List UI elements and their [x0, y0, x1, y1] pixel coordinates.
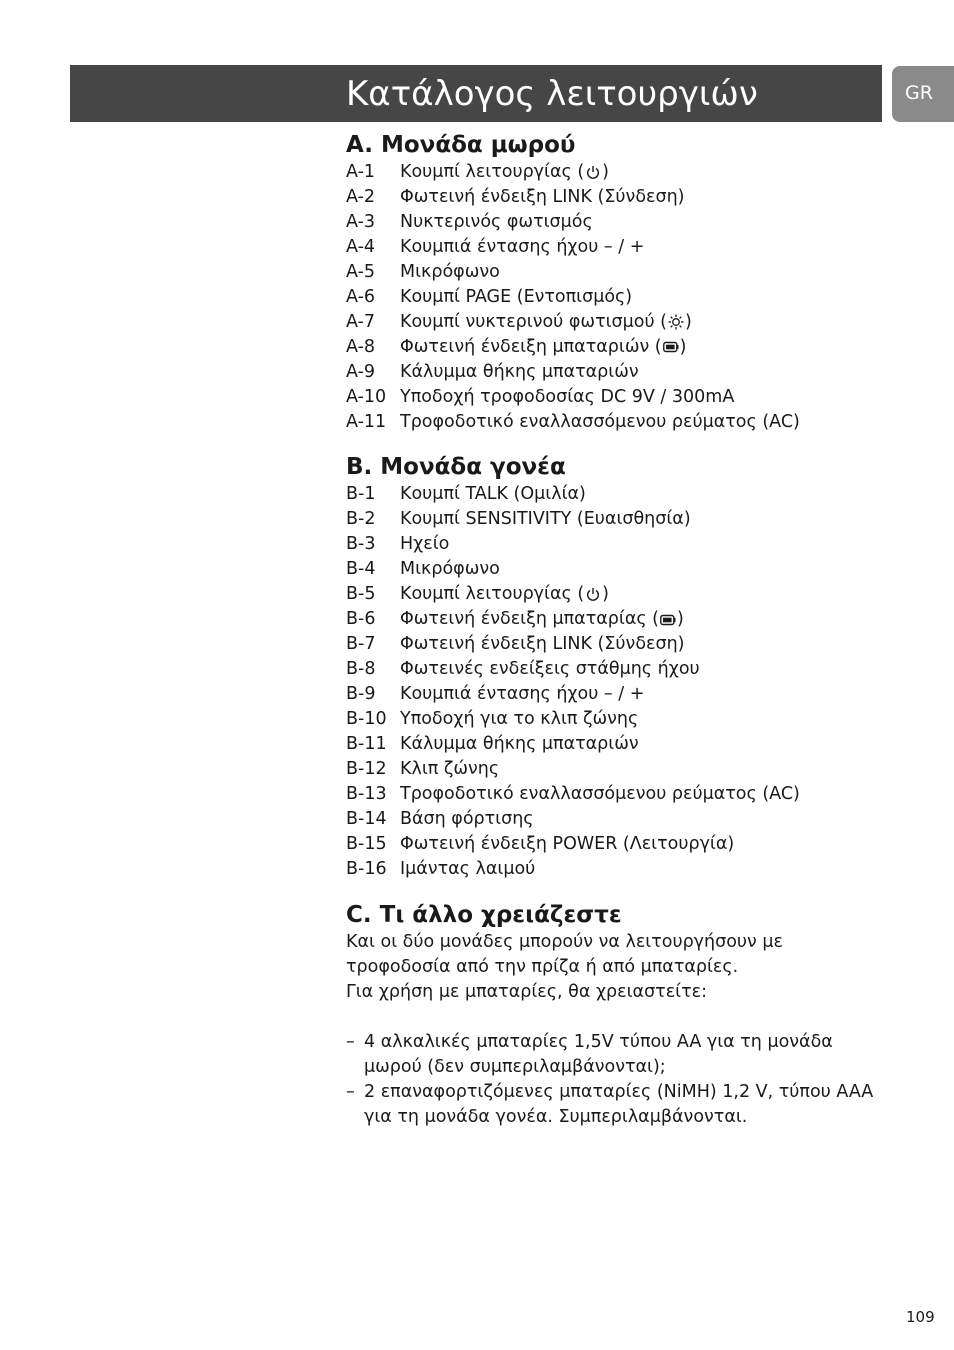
list-item [346, 310, 906, 335]
item-label-text: Κουμπί SENSITIVITY (Ευαισθησία) [400, 509, 691, 530]
item-label [400, 657, 700, 682]
item-label-text: ) [602, 162, 609, 182]
page-title: Κατάλογος λειτουργιών [346, 74, 758, 114]
item-label [400, 482, 586, 507]
item-code: B-7 [346, 634, 376, 655]
list-item [346, 782, 906, 807]
paragraph-line: τροφοδοσία από την πρίζα ή από μπαταρίες. [346, 956, 739, 977]
item-code: A-3 [346, 211, 376, 232]
item-label [400, 532, 449, 557]
item-code: B-15 [346, 833, 387, 854]
item-label [400, 210, 593, 235]
item-label-text: ) [677, 609, 684, 630]
item-code: B-10 [346, 709, 387, 730]
item-label [400, 582, 609, 607]
power-icon [585, 164, 601, 180]
item-label [400, 832, 734, 857]
list-item [346, 632, 906, 657]
bullet-line: 2 επαναφορτιζόμενες μπαταρίες (NiMH) 1,2 V, τύπου AAA [364, 1081, 874, 1102]
item-label [400, 335, 686, 360]
item-code: A-5 [346, 261, 376, 282]
item-label [400, 682, 644, 707]
language-tab: GR [892, 66, 954, 122]
item-label [400, 557, 500, 582]
item-label-text: Υποδοχή τροφοδοσίας DC 9V / 300mA [400, 386, 735, 407]
bullet-line: για τη μονάδα γονέα. Συμπεριλαμβάνονται. [364, 1106, 748, 1127]
item-label [400, 260, 500, 285]
list-item [346, 185, 906, 210]
list-item [346, 260, 906, 285]
item-label [400, 160, 609, 185]
section-c-title: C. Τι άλλο χρειάζεστε [346, 901, 622, 928]
item-label-text: Φωτεινή ένδειξη POWER (Λειτουργία) [400, 833, 735, 854]
item-code: B-13 [346, 783, 387, 804]
list-item [346, 335, 906, 360]
item-label [400, 807, 534, 832]
list-item [346, 410, 906, 435]
item-code: B-16 [346, 858, 387, 879]
item-code: B-1 [346, 484, 376, 505]
item-code: A-11 [346, 411, 387, 432]
item-label-text: Κουμπιά έντασης ήχου – / + [400, 236, 645, 257]
item-label-text: Κουμπί λειτουργίας ( [400, 584, 585, 605]
item-label [400, 385, 734, 410]
list-item [346, 532, 906, 557]
item-label-text: Τροφοδοτικό εναλλασσόμενου ρεύματος (AC) [400, 411, 800, 432]
item-label-text: Κάλυμμα θήκης μπαταριών [400, 361, 639, 382]
item-label-text: Ηχείο [400, 534, 450, 555]
item-code: A-6 [346, 286, 376, 307]
list-item [346, 582, 906, 607]
item-label-text: Κουμπί PAGE (Εντοπισμός) [400, 286, 633, 307]
list-item [346, 482, 906, 507]
list-item [346, 707, 906, 732]
item-label-text: Νυκτερινός φωτισμός [400, 211, 593, 232]
item-label-text: Μικρόφωνο [400, 261, 500, 282]
item-code: A-10 [346, 386, 387, 407]
paragraph-line: Και οι δύο μονάδες μπορούν να λειτουργήσουν με [346, 931, 783, 952]
list-item [346, 210, 906, 235]
item-label [400, 632, 685, 657]
list-item [346, 385, 906, 410]
item-label [400, 782, 800, 807]
item-label-text: Φωτεινή ένδειξη μπαταριών ( [400, 336, 662, 357]
list-item [346, 832, 906, 857]
item-code: A-8 [346, 336, 376, 357]
requirements-list [346, 1030, 906, 1130]
item-label-text: Βάση φόρτισης [400, 808, 534, 829]
item-label [400, 310, 692, 335]
list-item [346, 235, 906, 260]
item-label [400, 185, 685, 210]
item-code: A-7 [346, 311, 376, 332]
item-label-text: Κουμπί λειτουργίας ( [400, 162, 585, 182]
item-label-text: Υποδοχή για το κλιπ ζώνης [400, 709, 639, 730]
item-code: A-4 [346, 236, 376, 257]
bullet-line: 4 αλκαλικές μπαταρίες 1,5V τύπου AA για τη μονάδα [364, 1031, 833, 1052]
paragraph-line: Για χρήση με μπαταρίες, θα χρειαστείτε: [346, 981, 707, 1002]
battery-icon [663, 339, 679, 355]
list-item [346, 1030, 906, 1080]
item-label-text: Φωτεινή ένδειξη μπαταρίας ( [400, 609, 660, 630]
item-code: B-12 [346, 758, 387, 779]
item-code: B-8 [346, 659, 376, 680]
item-label-text: Κλιπ ζώνης [400, 758, 500, 779]
list-item [346, 857, 906, 882]
item-label-text: Τροφοδοτικό εναλλασσόμενου ρεύματος (AC) [400, 783, 800, 804]
list-item [346, 557, 906, 582]
dash-mark: – [346, 1081, 355, 1102]
item-label-text: Φωτεινή ένδειξη LINK (Σύνδεση) [400, 634, 685, 655]
item-label-text: Φωτεινές ενδείξεις στάθμης ήχου [400, 659, 700, 680]
night-light-icon [668, 314, 684, 330]
item-code: A-1 [346, 162, 376, 182]
item-label [400, 285, 632, 310]
item-label-text: ) [602, 584, 609, 605]
bullet-line: μωρού (δεν συμπεριλαμβάνονται); [364, 1056, 666, 1077]
section-b-list [346, 482, 906, 881]
item-label-text: ) [684, 311, 692, 332]
item-label-text: ) [679, 336, 687, 357]
item-code: B-9 [346, 684, 376, 705]
item-label-text: Ιμάντας λαιμού [400, 858, 536, 879]
dash-mark: – [346, 1031, 355, 1052]
section-a-title: A. Μονάδα μωρού [346, 132, 576, 158]
item-code: A-2 [346, 186, 376, 207]
item-label [400, 857, 535, 882]
item-code: B-2 [346, 509, 376, 530]
item-code: B-5 [346, 584, 376, 605]
item-label-text: Μικρόφωνο [400, 559, 500, 580]
section-c-paragraph [346, 930, 906, 1005]
list-item [346, 507, 906, 532]
item-label-text: Κουμπί νυκτερινού φωτισμού ( [400, 311, 667, 332]
list-item [346, 807, 906, 832]
item-code: A-9 [346, 361, 376, 382]
item-code: B-4 [346, 559, 376, 580]
item-label-text: Κουμπιά έντασης ήχου – / + [400, 684, 645, 705]
list-item [346, 657, 906, 682]
item-label [400, 507, 691, 532]
item-label [400, 235, 644, 260]
page-number: 109 [906, 1308, 935, 1326]
list-item [346, 682, 906, 707]
item-code: B-11 [346, 734, 387, 755]
list-item [346, 1080, 906, 1130]
item-label-text: Κάλυμμα θήκης μπαταριών [400, 734, 639, 755]
item-label [400, 360, 639, 385]
battery-icon [660, 612, 676, 628]
item-code: B-6 [346, 609, 376, 630]
section-a-list [346, 160, 906, 434]
list-item [346, 732, 906, 757]
list-item [346, 607, 906, 632]
item-code: B-3 [346, 534, 376, 555]
item-label-text: Φωτεινή ένδειξη LINK (Σύνδεση) [400, 186, 685, 207]
item-label [400, 732, 639, 757]
list-item [346, 285, 906, 310]
item-label [400, 410, 800, 435]
list-item [346, 757, 906, 782]
item-label [400, 707, 638, 732]
power-icon [585, 587, 601, 603]
item-code: B-14 [346, 808, 387, 829]
list-item [346, 160, 906, 185]
content [346, 130, 906, 1130]
item-label-text: Κουμπί TALK (Ομιλία) [400, 484, 586, 505]
item-label [400, 607, 684, 632]
item-label [400, 757, 499, 782]
section-b-title: B. Μονάδα γονέα [346, 454, 566, 481]
list-item [346, 360, 906, 385]
